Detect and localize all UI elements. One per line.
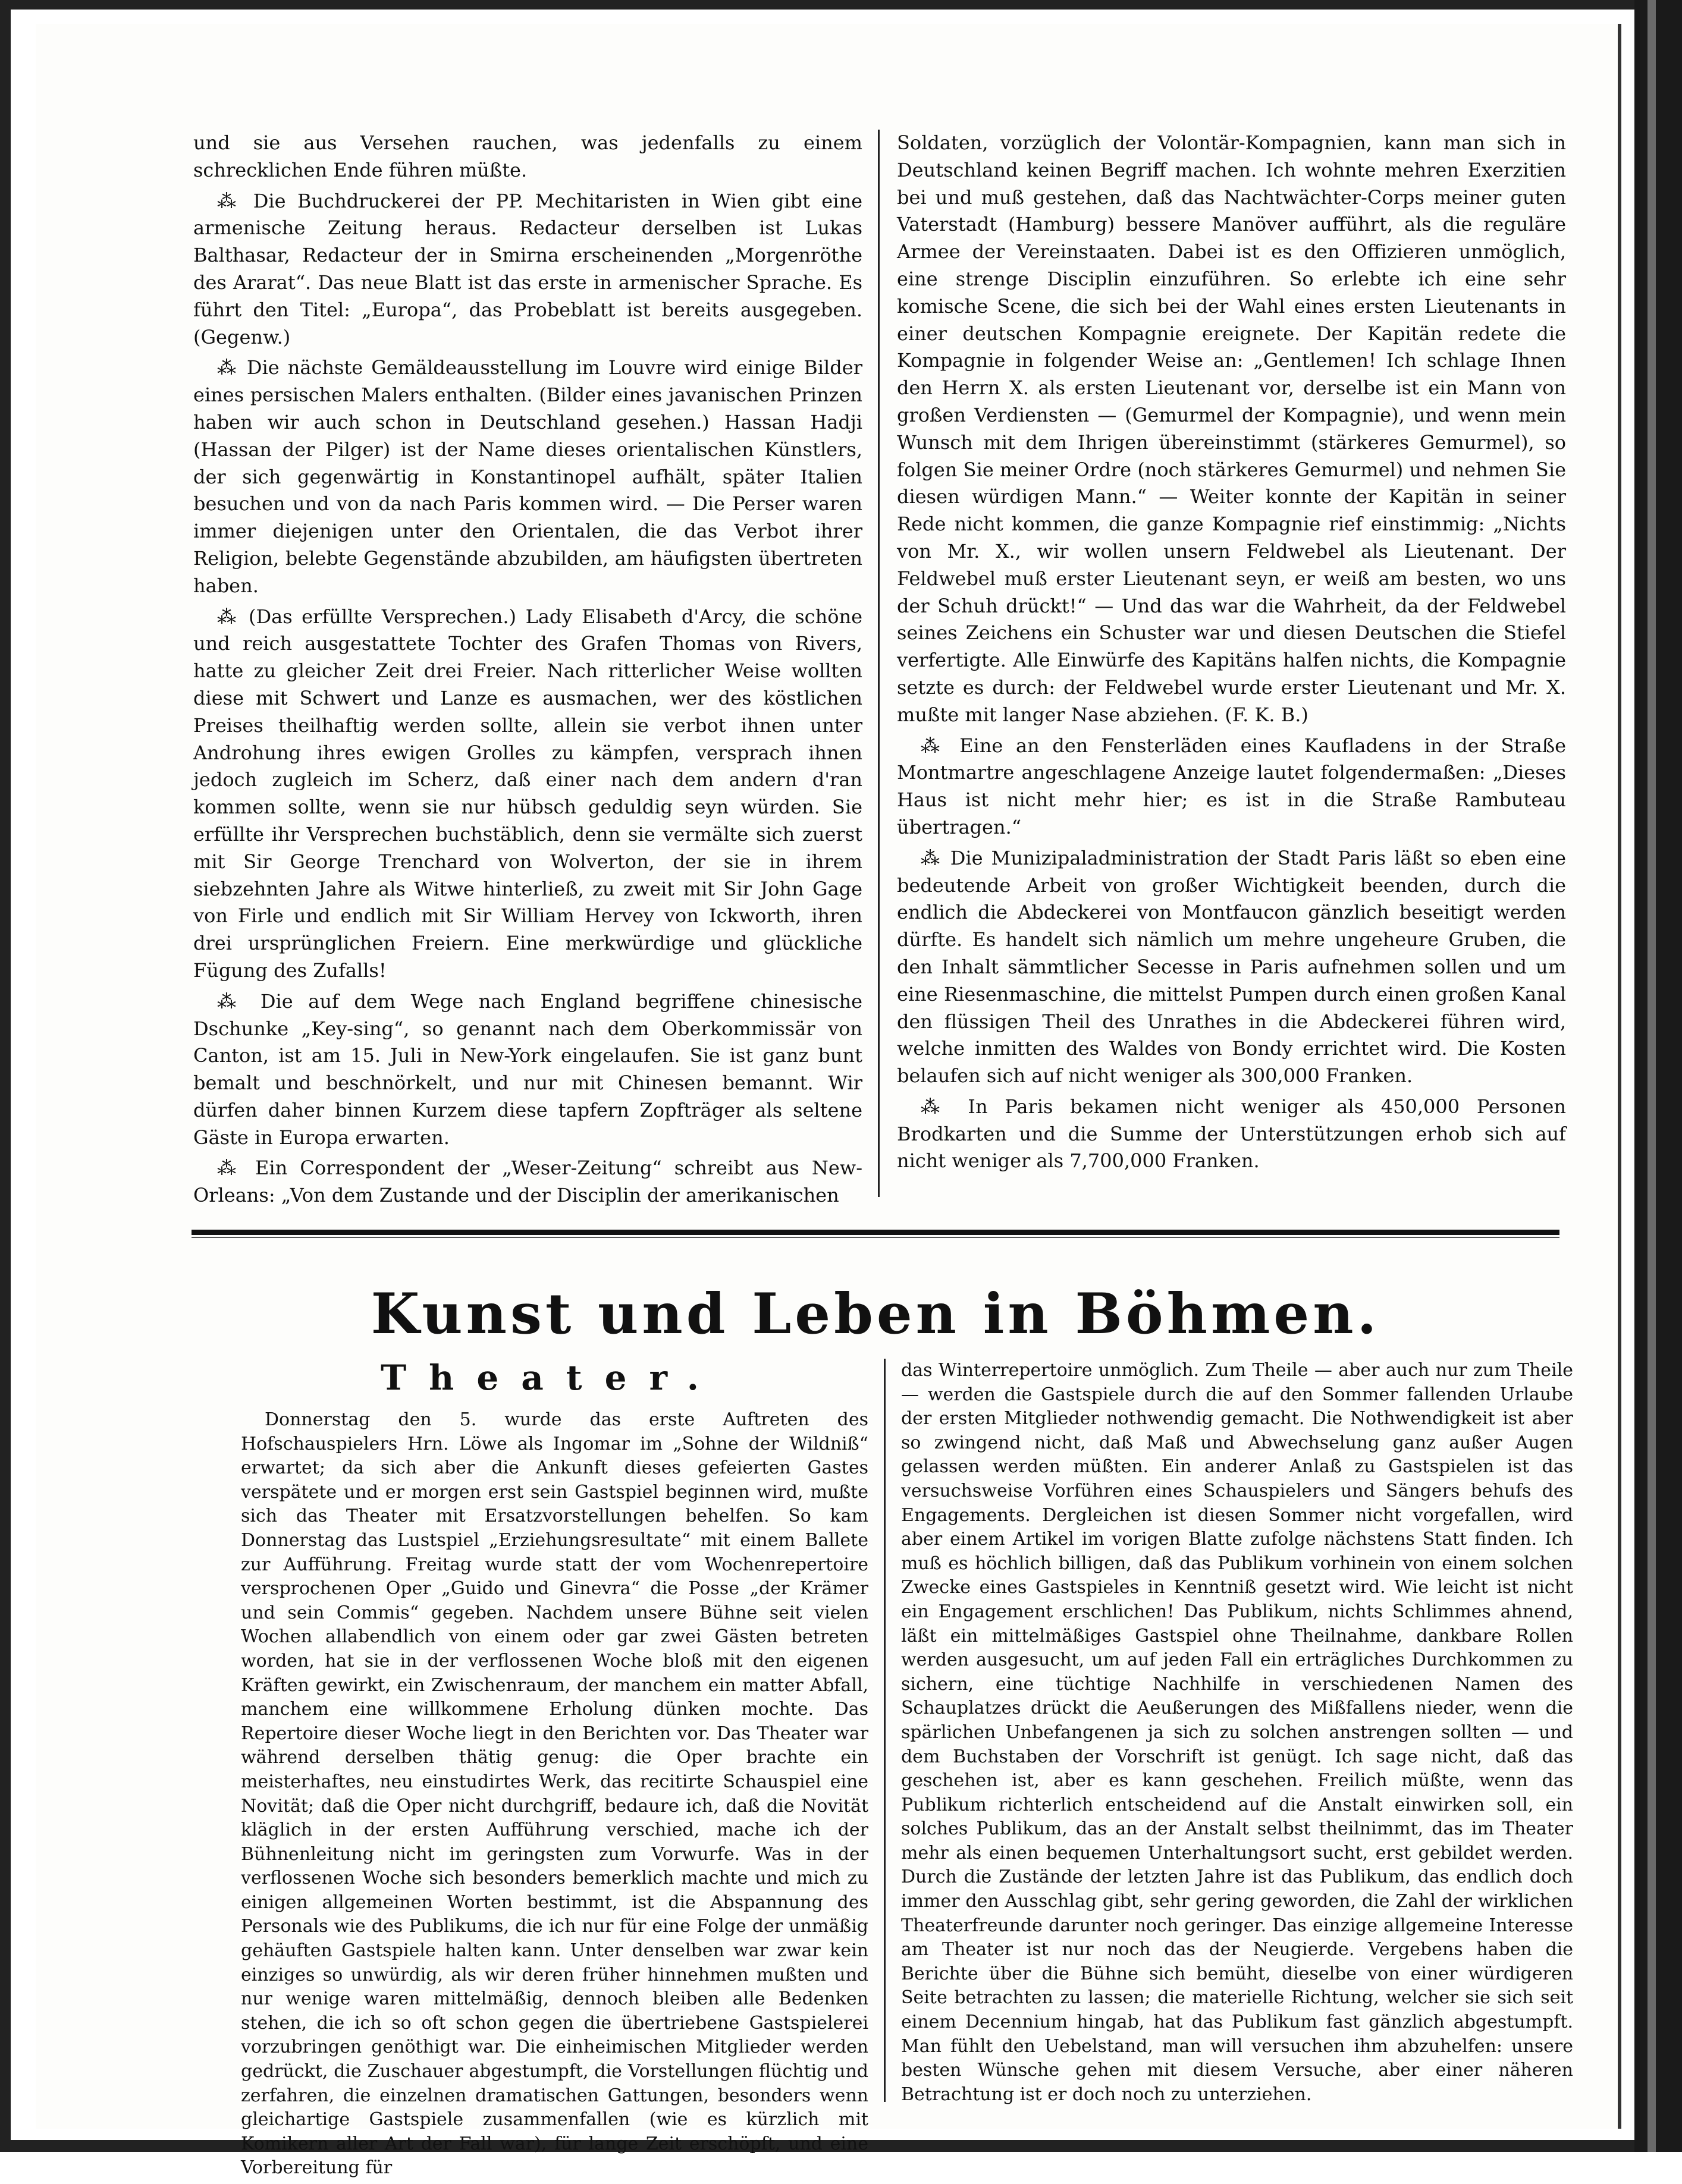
- scan-border-right: [1634, 0, 1682, 2152]
- paragraph: ⁂ Die Munizipaladministration der Stadt Paris läßt so eben eine bedeutende Arbeit von großer Wichtigkeit beenden, durch die endlich die Abdeckerei von Montfaucon gänzlich beseitigt werden dürfte. Es handelt sich nämlich um mehre ungeheure Gruben, die den Inhalt sämmtlicher Secesse in Paris aufnehmen sollen und um eine Riesenmaschine, die mittelst Pumpen durch einen großen Kanal den flüssigen Theil des Unrathes in die Abdeckerei führen wird, welche inmitten des Waldes von Bondy errichtet wird. Die Kosten belaufen sich auf nicht weniger als 300,000 Franken.: [897, 846, 1566, 1088]
- paragraph: Donnerstag den 5. wurde das erste Auftreten des Hofschauspielers Hrn. Löwe als Ingomar im „Sohne der Wildniß“ erwartet; da sich aber die Ankunft dieses gefeierten Gastes verspätete und er morgen erst sein Gastspiel beginnen wird, mußte sich das Theater mit Ersatzvorstellungen behelfen. So kam Donnerstag das Lustspiel „Erziehungsresultate“ mit einem Ballete zur Aufführung. Freitag wurde statt der vom Wochenrepertoire versprochenen Oper „Guido und Ginevra“ die Posse „der Krämer und sein Commis“ gegeben. Nachdem unsere Bühne seit vielen Wochen allabendlich von einem oder gar zwei Gästen betreten worden, hat sie in der verflossenen Woche bloß mit den eigenen Kräften gewirkt, ein Zwischenraum, der manchem ein matter Abfall, manchem eine willkommene Erholung dünken mochte. Das Repertoire dieser Woche liegt in den Berichten vor. Das Theater war während derselben thätig genug: die Oper brachte ein meisterhaftes, neu einstudirtes Werk, das recitirte Schauspiel eine Novität; daß die Oper nicht durchgriff, bedaure ich, daß die Novität kläglich in der ersten Aufführung verschied, mache ich der Bühnenleitung nicht im geringsten zum Vorwurfe. Was in der verflossenen Woche sich besonders bemerklich machte und mich zu einigen allgemeinen Worten bestimmt, ist die Abspannung des Personals wie des Publikums, die ich nur für eine Folge der unmäßig gehäuften Gastspiele halten kann. Unter denselben war zwar kein einziges so unwürdig, als wir deren früher hinnehmen mußten und nur wenige waren mittelmäßig, dennoch bleiben alle Bedenken stehen, die ich so oft schon gegen die übertriebene Gastspielerei vorzubringen genöthigt war. Die einheimischen Mitglieder werden gedrückt, die Zuschauer abgestumpft, die Vorstellungen flüchtig und zerfahren, die einzelnen dramatischen Gattungen, besonders wenn gleichartige Gastspiele zusammenfallen (wie es kürzlich mit Komikern aller Art der Fall war), für lange Zeit erschöpft, und eine Vorbereitung für: [241, 1409, 868, 2179]
- column-divider: [884, 1359, 886, 2102]
- section-title: Kunst und Leben in Böhmen.: [371, 1281, 1380, 1347]
- paragraph: das Winterrepertoire unmöglich. Zum Theile — aber auch nur zum Theile — werden die Gastspiele durch die auf den Sommer fallenden Urlaube der ersten Mitglieder nothwendig gemacht. Die Nothwendigkeit ist aber so zwingend nicht, daß Maß und Abwechselung ganz außer Augen gelassen werden müßten. Ein anderer Anlaß zu Gastspielen ist das versuchsweise Vorführen eines Schauspielers und Sängers behufs des Engagements. Dergleichen ist diesen Sommer nicht vorgefallen, wird aber einem Artikel im vorigen Blatte zufolge nächstens Statt finden. Ich muß es höchlich billigen, daß das Publikum vorhinein von einem solchen Zwecke eines Gastspieles in Kenntniß gesetzt wird. Wie leicht ist nicht ein Engagement erschlichen! Das Publikum, nichts Schlimmes ahnend, läßt ein mittelmäßiges Gastspiel ohne Theilnahme, dankbare Rollen werden ausgesucht, um auf jeden Fall ein erträgliches Durchkommen zu sichern, eine tüchtige Nachhilfe in verschiedenen Namen des Schauplatzes drückt die Aeußerungen des Mißfallens nieder, wenn die spärlichen Unbefangenen ja sich zu solchen anstrengen sollten — und dem Buchstaben der Vorschrift ist genügt. Ich sage nicht, daß das geschehen ist, aber es kann geschehen. Freilich müßte, wenn das Publikum richterlich entscheidend auf die Anstalt einwirken soll, ein solches Publikum, das an der Anstalt selbst theilnimmt, das im Theater mehr als einen bequemen Unterhaltungsort sucht, erst gebildet werden. Durch die Zustände der letzten Jahre ist das Publikum, das endlich doch immer den Ausschlag gibt, sehr gering geworden, die Zahl der wirklichen Theaterfreunde darunter noch geringer. Das einzige allgemeine Interesse am Theater ist nur noch das der Neugierde. Vergebens haben die Berichte über die Bühne sich bemüht, dieselbe von einer würdigeren Seite betrachten zu lassen; die materielle Richtung, welcher sie sich seit einem Decennium hingab, hat das Publikum fast gänzlich abgestumpft. Man fühlt den Uebelstand, man will versuchen ihm abzuhelfen: unsere besten Wünsche gehen mit diesem Versuche, aber einer näheren Betrachtung ist er doch noch zu unterziehen.: [901, 1360, 1573, 2105]
- bottom-left-column: [241, 1408, 868, 2184]
- top-right-column: [897, 130, 1566, 1179]
- column-divider: [878, 130, 880, 1197]
- scan-border-top: [0, 0, 1682, 10]
- paragraph: ⁂ Eine an den Fensterläden eines Kaufladens in der Straße Montmartre angeschlagene Anzeige lautet folgendermaßen: „Dieses Haus ist nicht mehr hier; es ist in die Straße Rambuteau übertragen.“: [897, 734, 1566, 838]
- section-subtitle: Theater.: [381, 1357, 721, 1398]
- scan-border-left: [0, 0, 11, 2152]
- paragraph: Soldaten, vorzüglich der Volontär-Kompagnien, kann man sich in Deutschland keinen Begriff machen. Ich wohnte mehren Exerzitien bei und muß gestehen, daß das Nachtwächter-Corps meiner guten Vaterstadt (Hamburg) bessere Manöver aufführt, als die reguläre Armee der Vereinstaaten. Dabei ist es den Offizieren unmöglich, eine strenge Disciplin einzuführen. So erlebte ich eine sehr komische Scene, die sich bei der Wahl eines ersten Lieutenants in einer deutschen Kompagnie ereignete. Der Kapitän redete die Kompagnie in folgender Weise an: „Gentlemen! Ich schlage Ihnen den Herrn X. als ersten Lieutenant vor, derselbe ist ein Mann von großen Verdiensten — (Gemurmel der Kompagnie), und wenn mein Wunsch mit dem Ihrigen übereinstimmt (stärkeres Gemurmel), so folgen Sie meiner Ordre (noch stärkeres Gemurmel) und nehmen Sie diesen würdigen Mann.“ — Weiter konnte der Kapitän in seiner Rede nicht kommen, die ganze Kompagnie rief einstimmig: „Nichts von Mr. X., wir wollen unsern Feldwebel als Lieutenant. Der Feldwebel muß erster Lieutenant seyn, er weiß am besten, wo uns der Schuh drückt!“ — Und das war die Wahrheit, da der Feldwebel seines Zeichens ein Schuster war und diesen Deutschen die Stiefel verfertigte. Alle Einwürfe des Kapitäns halfen nichts, die Kompagnie setzte es durch: der Feldwebel wurde erster Lieutenant und Mr. X. mußte mit langer Nase abziehen. (F. K. B.): [897, 131, 1566, 726]
- top-left-column: [193, 130, 862, 1213]
- paragraph: ⁂ (Das erfüllte Versprechen.) Lady Elisabeth d'Arcy, die schöne und reich ausgestattete Tochter des Grafen Thomas von Rivers, hatte zu gleicher Zeit drei Freier. Nach ritterlicher Weise wollten diese mit Schwert und Lanze es ausmachen, wer des köstlichen Preises theilhaftig werden sollte, allein sie verbot ihnen unter Androhung ihres ewigen Grolles zu kämpfen, versprach ihnen jedoch zugleich im Scherz, daß einer nach dem andern d'ran kommen sollte, wenn sie nur hübsch geduldig seyn würden. Sie erfüllte ihr Versprechen buchstäblich, denn sie vermälte sich zuerst mit Sir George Trenchard von Wolverton, der sie in ihrem siebzehnten Jahre als Witwe hinterließ, zu zweit mit Sir John Gage von Firle und endlich mit Sir William Hervey von Ickworth, ihren drei ursprünglichen Freiern. Eine merkwürdige und glückliche Fügung des Zufalls!: [193, 605, 862, 982]
- section-rule: [192, 1230, 1559, 1235]
- paragraph: ⁂ Die nächste Gemäldeausstellung im Louvre wird einige Bilder eines persischen Malers enthalten. (Bilder eines javanischen Prinzen haben wir auch schon in Deutschland gesehen.) Hassan Hadji (Hassan der Pilger) ist der Name dieses orientalischen Künstlers, der sich gegenwärtig in Konstantinopel aufhält, später Italien besuchen und von da nach Paris kommen wird. — Die Perser waren immer diejenigen unter den Orientalen, die das Verbot ihrer Religion, belebte Gegenstände abzubilden, am häufigsten übertreten haben.: [193, 356, 862, 597]
- paragraph: ⁂ Die Buchdruckerei der PP. Mechitaristen in Wien gibt eine armenische Zeitung heraus. Redacteur derselben ist Lukas Balthasar, Redacteur der in Smirna erscheinenden „Morgenröthe des Ararat“. Das neue Blatt ist das erste in armenischer Sprache. Es führt den Titel: „Europa“, das Probeblatt ist bereits ausgegeben. (Gegenw.): [193, 189, 862, 348]
- paragraph: ⁂ Die auf dem Wege nach England begriffene chinesische Dschunke „Key-sing“, so genannt nach dem Oberkommissär von Canton, ist am 15. Juli in New-York eingelaufen. Sie ist ganz bunt bemalt und beschnörkelt, und nur mit Chinesen bemannt. Wir dürfen daher binnen Kurzem diese tapfern Zopfträger als seltene Gäste in Europa erwarten.: [193, 989, 862, 1149]
- section-rule-thin: [192, 1237, 1559, 1238]
- newspaper-page: [36, 24, 1621, 2179]
- bottom-right-column: [901, 1359, 1573, 2110]
- paragraph: ⁂ In Paris bekamen nicht weniger als 450,000 Personen Brodkarten und die Summe der Unterstützungen erhob sich auf nicht weniger als 7,700,000 Franken.: [897, 1095, 1566, 1173]
- paragraph: ⁂ Ein Correspondent der „Weser-Zeitung“ schreibt aus New-Orleans: „Von dem Zustande und der Disciplin der amerikanischen: [193, 1157, 862, 1207]
- paragraph: und sie aus Versehen rauchen, was jedenfalls zu einem schrecklichen Ende führen müßte.: [193, 131, 862, 181]
